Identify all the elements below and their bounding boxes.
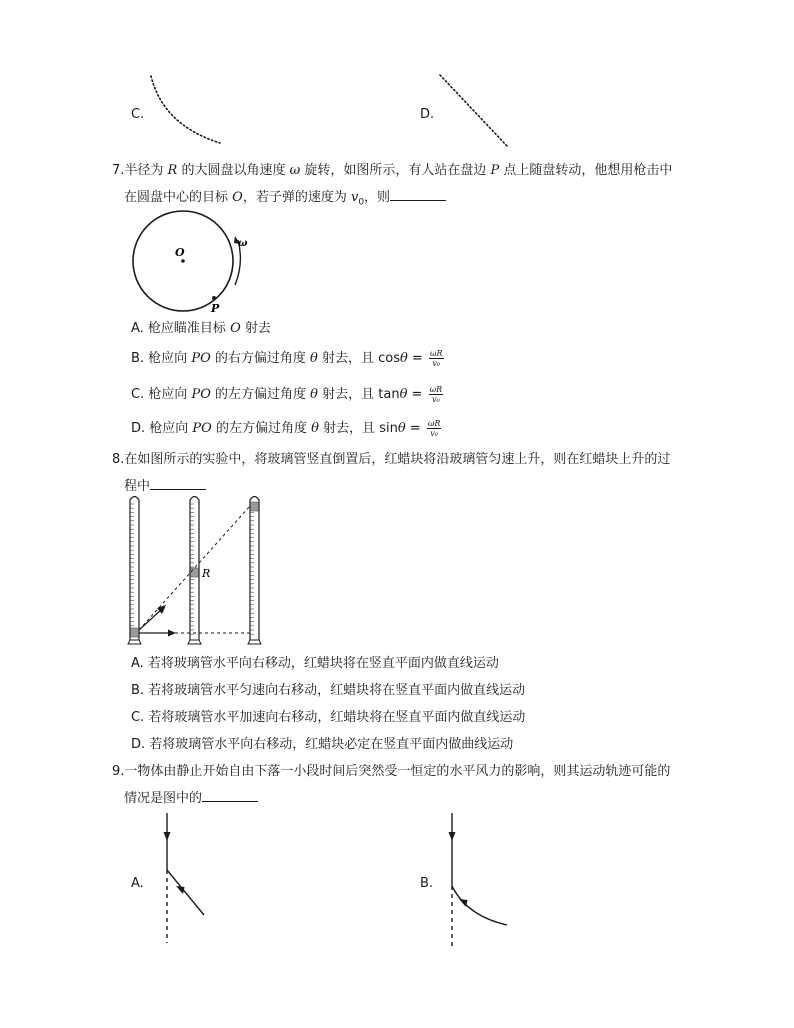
diagonal-arrowhead [176,886,185,894]
q9-option-b-label: B. [420,876,434,891]
wax-block [131,628,139,637]
tube-stopper [128,640,141,644]
glass-tube [250,497,259,641]
tube-stopper [188,640,201,644]
wax-block [251,502,259,511]
q7-option-c[interactable]: C. 枪应向 PO 的左方偏过角度 θ 射去，且 tanθ = $\frac{\omega R}{\text{v₀}}$ [131,385,443,404]
fraction-omega-r-over-v0: $\frac{\omega R}{\text{v₀}}$ [427,419,441,438]
center-o-label: O [175,246,185,259]
fraction-omega-r-over-v0: $\frac{\omega R}{\text{v₀}}$ [429,385,443,404]
q7-option-a[interactable]: A. 枪应瞄准目标 O 射去 [131,321,271,336]
q9-answer-blank[interactable] [202,789,258,802]
option-c-label: C. [131,107,145,122]
point-p-dot [212,296,216,300]
block-r-label: R [202,567,211,580]
center-o-dot [181,259,185,263]
q9-option-a-label: A. [131,876,144,891]
q7-option-b[interactable]: B. 枪应向 PO 的右方偏过角度 θ 射去，且 cosθ = $\frac{\omega R}{\text{v₀}}$ [131,349,443,368]
q7-stem-line1: 7.半径为 R 的大圆盘以角速度 ω 旋转，如图所示，有人站在盘边 P 点上随盘转动，他想用枪击中 [112,163,673,178]
q8-stem-line1: 8.在如图所示的实验中，将玻璃管竖直倒置后，红蜡块将沿玻璃管匀速上升，则在红蜡块上升的过 [112,452,671,467]
option-c-curve-diagram [145,70,230,150]
wax-block [191,568,199,577]
q9-option-a-trajectory-diagram [150,808,220,948]
down-arrowhead [449,832,456,841]
q7-number: 7. [112,163,125,178]
curve-arrowhead [459,899,468,907]
option-d-label: D. [420,107,435,122]
q7-disc-diagram [125,205,255,320]
option-d-line-diagram [435,70,515,152]
q7-stem-line2: 在圆盘中心的目标 O，若子弹的速度为 $v_0$，则 [124,188,446,212]
down-arrowhead [164,832,171,841]
q8-option-a[interactable]: A. 若将玻璃管水平向右移动，红蜡块将在竖直平面内做直线运动 [131,656,499,671]
q9-stem-line1: 9.一物体由静止开始自由下落一小段时间后突然受一恒定的水平风力的影响，则其运动轨迹可能的 [112,764,671,779]
q9-number: 9. [112,764,125,779]
tube-stopper [248,640,261,644]
omega-label: ω [238,238,248,249]
q8-option-b[interactable]: B. 若将玻璃管水平匀速向右移动，红蜡块将在竖直平面内做直线运动 [131,683,526,698]
q8-option-d[interactable]: D. 若将玻璃管水平向右移动，红蜡块必定在竖直平面内做曲线运动 [131,737,514,752]
q8-option-c[interactable]: C. 若将玻璃管水平加速向右移动，红蜡块将在竖直平面内做直线运动 [131,710,526,725]
horizontal-arrowhead [168,630,176,637]
q8-stem-line2: 程中 [124,477,206,496]
q8-answer-blank[interactable] [150,477,206,490]
q7-answer-blank[interactable] [390,188,446,201]
glass-tube [130,497,139,641]
velocity-arrow [139,609,162,630]
q9-option-b-trajectory-diagram [435,808,515,948]
q9-stem-line2: 情况是图中的 [124,789,258,808]
point-p-label: P [211,302,220,315]
q8-tubes-diagram [118,490,278,652]
q8-number: 8. [112,452,125,467]
fraction-omega-r-over-v0: $\frac{\omega R}{\text{v₀}}$ [429,349,443,368]
q7-option-d[interactable]: D. 枪应向 PO 的左方偏过角度 θ 射去，且 sinθ = $\frac{\omega R}{\text{v₀}}$ [131,419,441,438]
